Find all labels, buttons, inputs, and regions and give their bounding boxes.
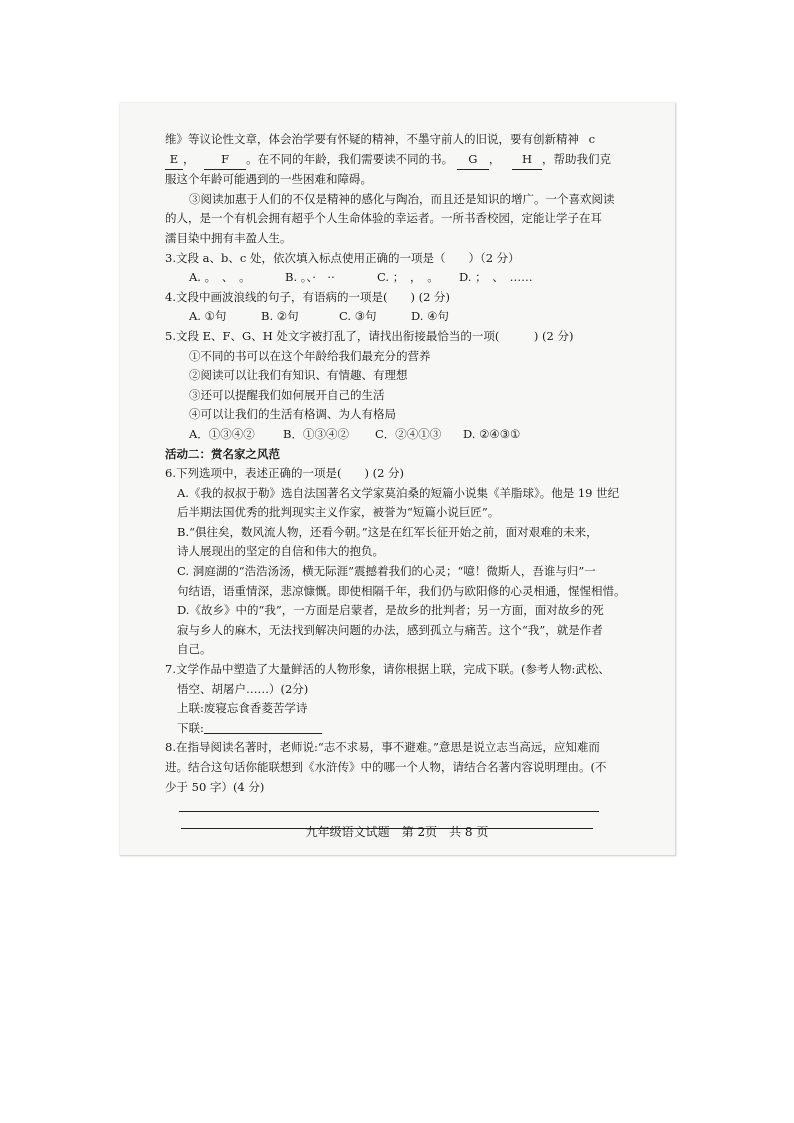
lower-couplet-answer-blank[interactable] (204, 719, 322, 734)
passage-line (165, 130, 605, 150)
question-6-option-a: A.《我的叔叔于勒》选自法国著名文学家莫泊桑的短篇小说集《羊脂球》。他是 19 世纪 (177, 485, 620, 500)
sentence-item: ③还可以提醒我们如何展开自己的生活 (189, 387, 385, 402)
option-b: B. ②句 (261, 309, 299, 324)
passage-line: ③阅读加惠于人们的不仅是精神的感化与陶冶，而且还是知识的增广。一个喜欢阅读 (189, 191, 615, 206)
exam-content (165, 130, 626, 829)
question-6-option-b: B.“俱往矣，数风流人物，还看今朝。”这是在红军长征开始之前，面对艰难的未来， (177, 524, 598, 539)
option-a: A．①③④② (189, 426, 255, 441)
question-4-options (165, 307, 605, 327)
question-6-option-c: 句结语，语重情深，悲凉慷慨。即使相隔千年，我们仍与欧阳修的心灵相通，惺惺相惜。 (177, 583, 626, 598)
question-5-stem: 5.文段 E、F、G、H 处文字被打乱了，请找出衔接最恰当的一项( ) (2 分) (165, 328, 574, 343)
question-5-options (165, 425, 605, 445)
sentence-item: ④可以让我们的生活有格调、为人有格局 (189, 407, 396, 422)
passage-mark-c: c (588, 132, 596, 146)
option-c: C. ③句 (339, 309, 377, 324)
question-8-stem: 少于 50 字）(4 分) (165, 779, 265, 794)
passage-line: E ， F 。在不同的年龄，我们需要读不同的书。 G ， H ，帮助我们克 (165, 150, 605, 171)
option-a: A. ①句 (189, 309, 227, 324)
passage-line: 服这个年龄可能遇到的一些困难和障碍。 (165, 172, 372, 187)
question-7-stem: 7.文学作品中塑造了大量鲜活的人物形象，请你根据上联，完成下联。(参考人物:武松、 (165, 662, 610, 677)
sentence-item: ②阅读可以让我们有知识、有情趣、有理想 (189, 368, 408, 383)
passage-line: 的人，是一个有机会拥有超乎个人生命体验的幸运者。一所书香校园，定能让学子在耳 (165, 211, 602, 226)
question-3-options (165, 268, 605, 288)
question-6-stem: 6.下列选项中，表述正确的一项是( ) (2 分) (165, 466, 405, 481)
option-d: D. ； 、 …… (459, 270, 533, 285)
option-c: C．②④①③ (375, 426, 442, 441)
section-heading: 活动二：赏名家之风范 (165, 446, 280, 461)
page-footer: 九年级语文试题 第 2页 共 8 页 (305, 825, 489, 839)
lower-couplet-label: 下联: (177, 720, 204, 735)
option-d: D. ④句 (411, 309, 449, 324)
blank-e: E (165, 150, 183, 171)
option-c: C. ； ， 。 (377, 270, 439, 285)
question-6-option-d: D.《故乡》中的“我”，一方面是启蒙者，是故乡的批判者；另一方面，面对故乡的死 (177, 603, 604, 618)
sentence-item: ①不同的书可以在这个年龄给我们最充分的营养 (189, 348, 431, 363)
blank-f: F (204, 150, 246, 171)
option-b: B．①③④② (283, 426, 349, 441)
option-b: B. 。、· ·· (285, 270, 335, 285)
lower-couplet (165, 719, 605, 739)
question-6-option-d: 自己。 (177, 642, 212, 657)
passage-line: 濡目染中拥有丰盈人生。 (165, 230, 292, 245)
upper-couplet: 上联:废寝忘食香菱苦学诗 (177, 701, 308, 716)
question-7-stem: 悟空、胡屠户……）(2分) (177, 681, 309, 696)
question-6-option-b: 诗人展现出的坚定的自信和伟大的抱负。 (177, 544, 384, 559)
blank-g: G (457, 150, 489, 171)
question-8-stem: 8.在指导阅读名著时，老师说:“志不求易，事不避难。”意思是说立志当高远，应知难而 (165, 740, 600, 755)
passage-text: 。在不同的年龄，我们需要读不同的书。 (246, 151, 454, 166)
question-4-stem: 4.文段中画波浪线的句子，有语病的一项是( ) (2 分) (165, 289, 451, 304)
option-d: D. ②④③① (463, 426, 521, 441)
question-8-stem: 进。结合这句话你能联想到《水浒传》中的哪一个人物，请结合名著内容说明理由。(不 (165, 760, 607, 774)
question-6-option-d: 寂与乡人的麻木，无法找到解决问题的办法，感到孤立与痛苦。这个“我”，就是作者 (177, 622, 603, 637)
question-6-option-c: C. 洞庭湖的“浩浩汤汤，横无际涯”震撼着我们的心灵；“噫！微斯人，吾谁与归”一 (177, 564, 596, 579)
passage-text: 维》等议论性文章，体会治学要有怀疑的精神，不墨守前人的旧说，要有创新精神 (165, 132, 579, 146)
passage-text: ，帮助我们克 (541, 151, 611, 166)
option-a: A. 。 、 。 (189, 270, 251, 285)
blank-h: H (512, 150, 542, 171)
question-6-option-a: 后半期法国优秀的批判现实主义作家，被誉为“短篇小说巨匠”。 (177, 505, 500, 520)
question-3-stem: 3.文段 a、b、c 处，依次填入标点使用正确的一项是（ ）（2 分） (165, 250, 520, 265)
